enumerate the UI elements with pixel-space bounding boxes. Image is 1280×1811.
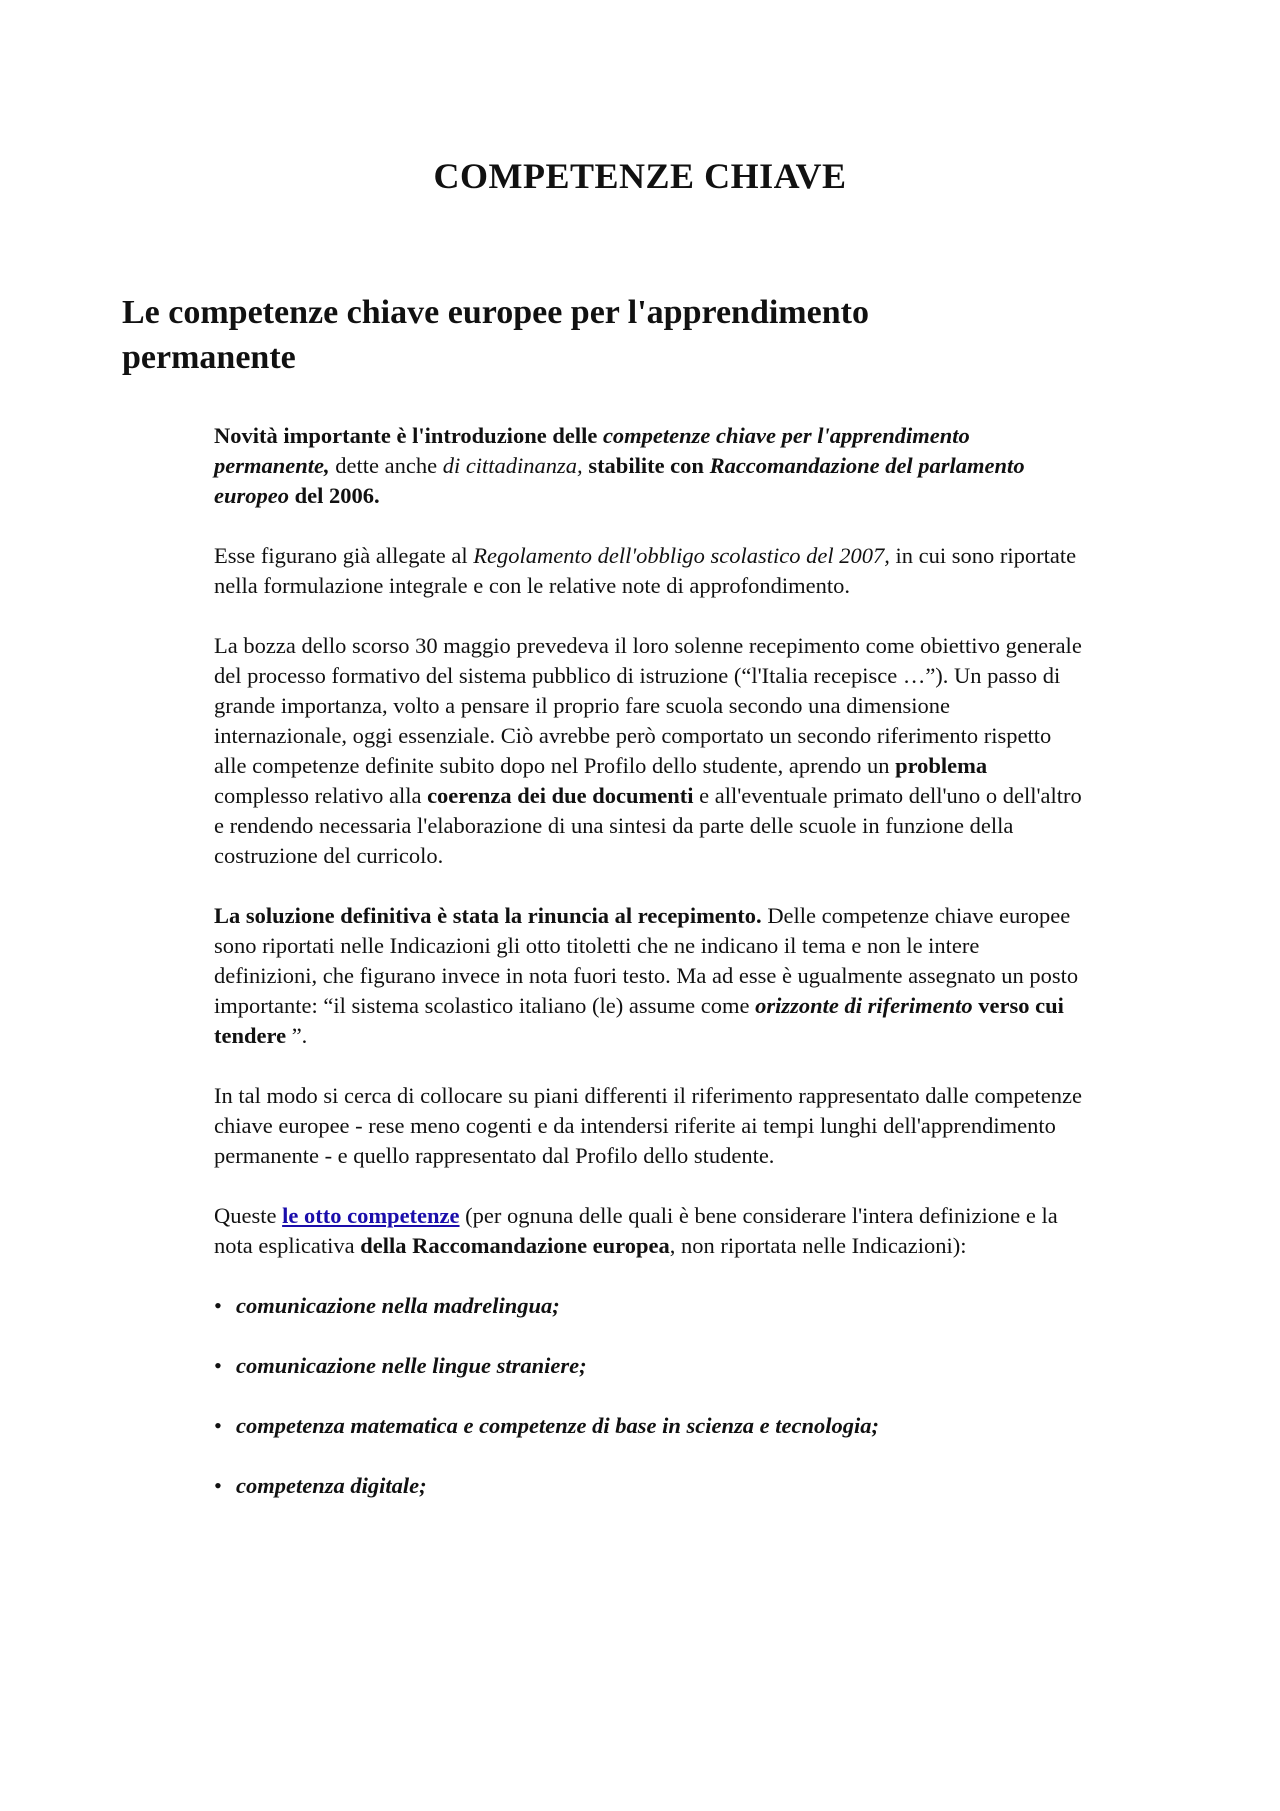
bullet-icon: • <box>214 1473 222 1498</box>
otto-text-3: , non riportata nelle Indicazioni): <box>669 1233 967 1258</box>
bozza-text: La bozza dello scorso 30 maggio prevedeva il loro solenne recepimento come obiettivo generale del processo formativo del sistema pubblico di istruzione (“l'Italia recepisce …”). Un passo di grande importanza, volto a pensare il proprio fare scuola secondo una dimensione internazionale, oggi essenziale. Ciò avrebbe però comportato un secondo riferimento rispetto alle competenze definite subito dopo nel Profilo dello studente, aprendo un <box>214 633 1082 778</box>
bullet-icon: • <box>214 1293 222 1318</box>
paragraph-soluzione <box>214 901 1084 1051</box>
regolamento-text-2: in cui sono riportate nella formulazione integrale e con le relative note di approfondimento. <box>214 543 1077 598</box>
intro-bold-text-2: stabilite con <box>582 453 710 478</box>
soluzione-bold-text-2: verso cui tendere <box>214 993 1064 1048</box>
regolamento-text: Esse figurano già allegate al <box>214 543 474 568</box>
intro-plain-text: dette anche <box>329 453 443 478</box>
document-title: COMPETENZE CHIAVE <box>433 156 847 196</box>
competenze-list <box>214 1291 1084 1501</box>
bozza-text-2: complesso relativo alla <box>214 783 428 808</box>
otto-text: Queste <box>214 1203 283 1228</box>
list-item <box>214 1471 1084 1501</box>
list-item-text: comunicazione nelle lingue straniere; <box>236 1353 587 1378</box>
soluzione-bold-text: La soluzione definitiva è stata la rinuncia al recepimento. <box>214 903 762 928</box>
bullet-icon: • <box>214 1413 222 1438</box>
soluzione-italic-bold-span: orizzonte di riferimento <box>755 993 973 1018</box>
bozza-text-3: e all'eventuale primato dell'uno o dell'altro e rendendo necessaria l'elaborazione di una sintesi da parte delle scuole in funzione della costruzione del curricolo. <box>214 783 1082 868</box>
list-item <box>214 1411 1084 1441</box>
otto-bold-text: della Raccomandazione europea <box>360 1233 670 1258</box>
paragraph-piani <box>214 1081 1084 1171</box>
intro-italic-text: di cittadinanza, <box>442 453 583 478</box>
paragraph-intro <box>214 421 1084 511</box>
intro-italic-bold-span-2: Raccomandazione del parlamento europeo <box>214 453 1025 508</box>
paragraph-otto-competenze <box>214 1201 1084 1261</box>
bullet-icon: • <box>214 1353 222 1378</box>
section-heading: Le competenze chiave europee per l'apprendimento permanente <box>122 294 869 376</box>
list-item <box>214 1291 1084 1321</box>
bozza-bold-text-2: coerenza dei due documenti <box>427 783 694 808</box>
otto-text-2: (per ognuna delle quali è bene considerare l'intera definizione e la nota esplicativa <box>214 1203 1058 1258</box>
list-item-text: competenza matematica e competenze di base in scienza e tecnologia; <box>236 1413 880 1438</box>
intro-bold-text-3: del 2006. <box>289 483 380 508</box>
piani-text: In tal modo si cerca di collocare su piani differenti il riferimento rappresentato dalle competenze chiave europee - rese meno cogenti e da intendersi riferite ai tempi lunghi dell'apprendimento permanente - e quello rappresentato dal Profilo dello studente. <box>214 1083 1082 1168</box>
paragraph-regolamento <box>214 541 1084 601</box>
soluzione-text: Delle competenze chiave europee sono riportati nelle Indicazioni gli otto titoletti che ne indicano il tema e non le intere definizioni, che figurano invece in nota fuori testo. Ma ad esse è ugualmente assegnato un posto importante: “il sistema scolastico italiano (le) assume come <box>214 903 1079 1018</box>
soluzione-italic-bold-text <box>755 993 973 1018</box>
intro-bold-text: Novità importante è l'introduzione delle <box>214 423 603 448</box>
intro-italic-bold-span: competenze chiave per l'apprendimento permanente, <box>214 423 970 478</box>
bozza-bold-text: problema <box>895 753 988 778</box>
paragraph-bozza <box>214 631 1084 871</box>
regolamento-italic-text: Regolamento dell'obbligo scolastico del 2007, <box>473 543 890 568</box>
otto-competenze-link[interactable]: le otto competenze <box>282 1203 460 1228</box>
list-item-text: competenza digitale; <box>236 1473 427 1498</box>
list-item <box>214 1351 1084 1381</box>
document-body <box>214 421 1084 1531</box>
list-item-text: comunicazione nella madrelingua; <box>236 1293 560 1318</box>
soluzione-text-2: ”. <box>286 1023 308 1048</box>
